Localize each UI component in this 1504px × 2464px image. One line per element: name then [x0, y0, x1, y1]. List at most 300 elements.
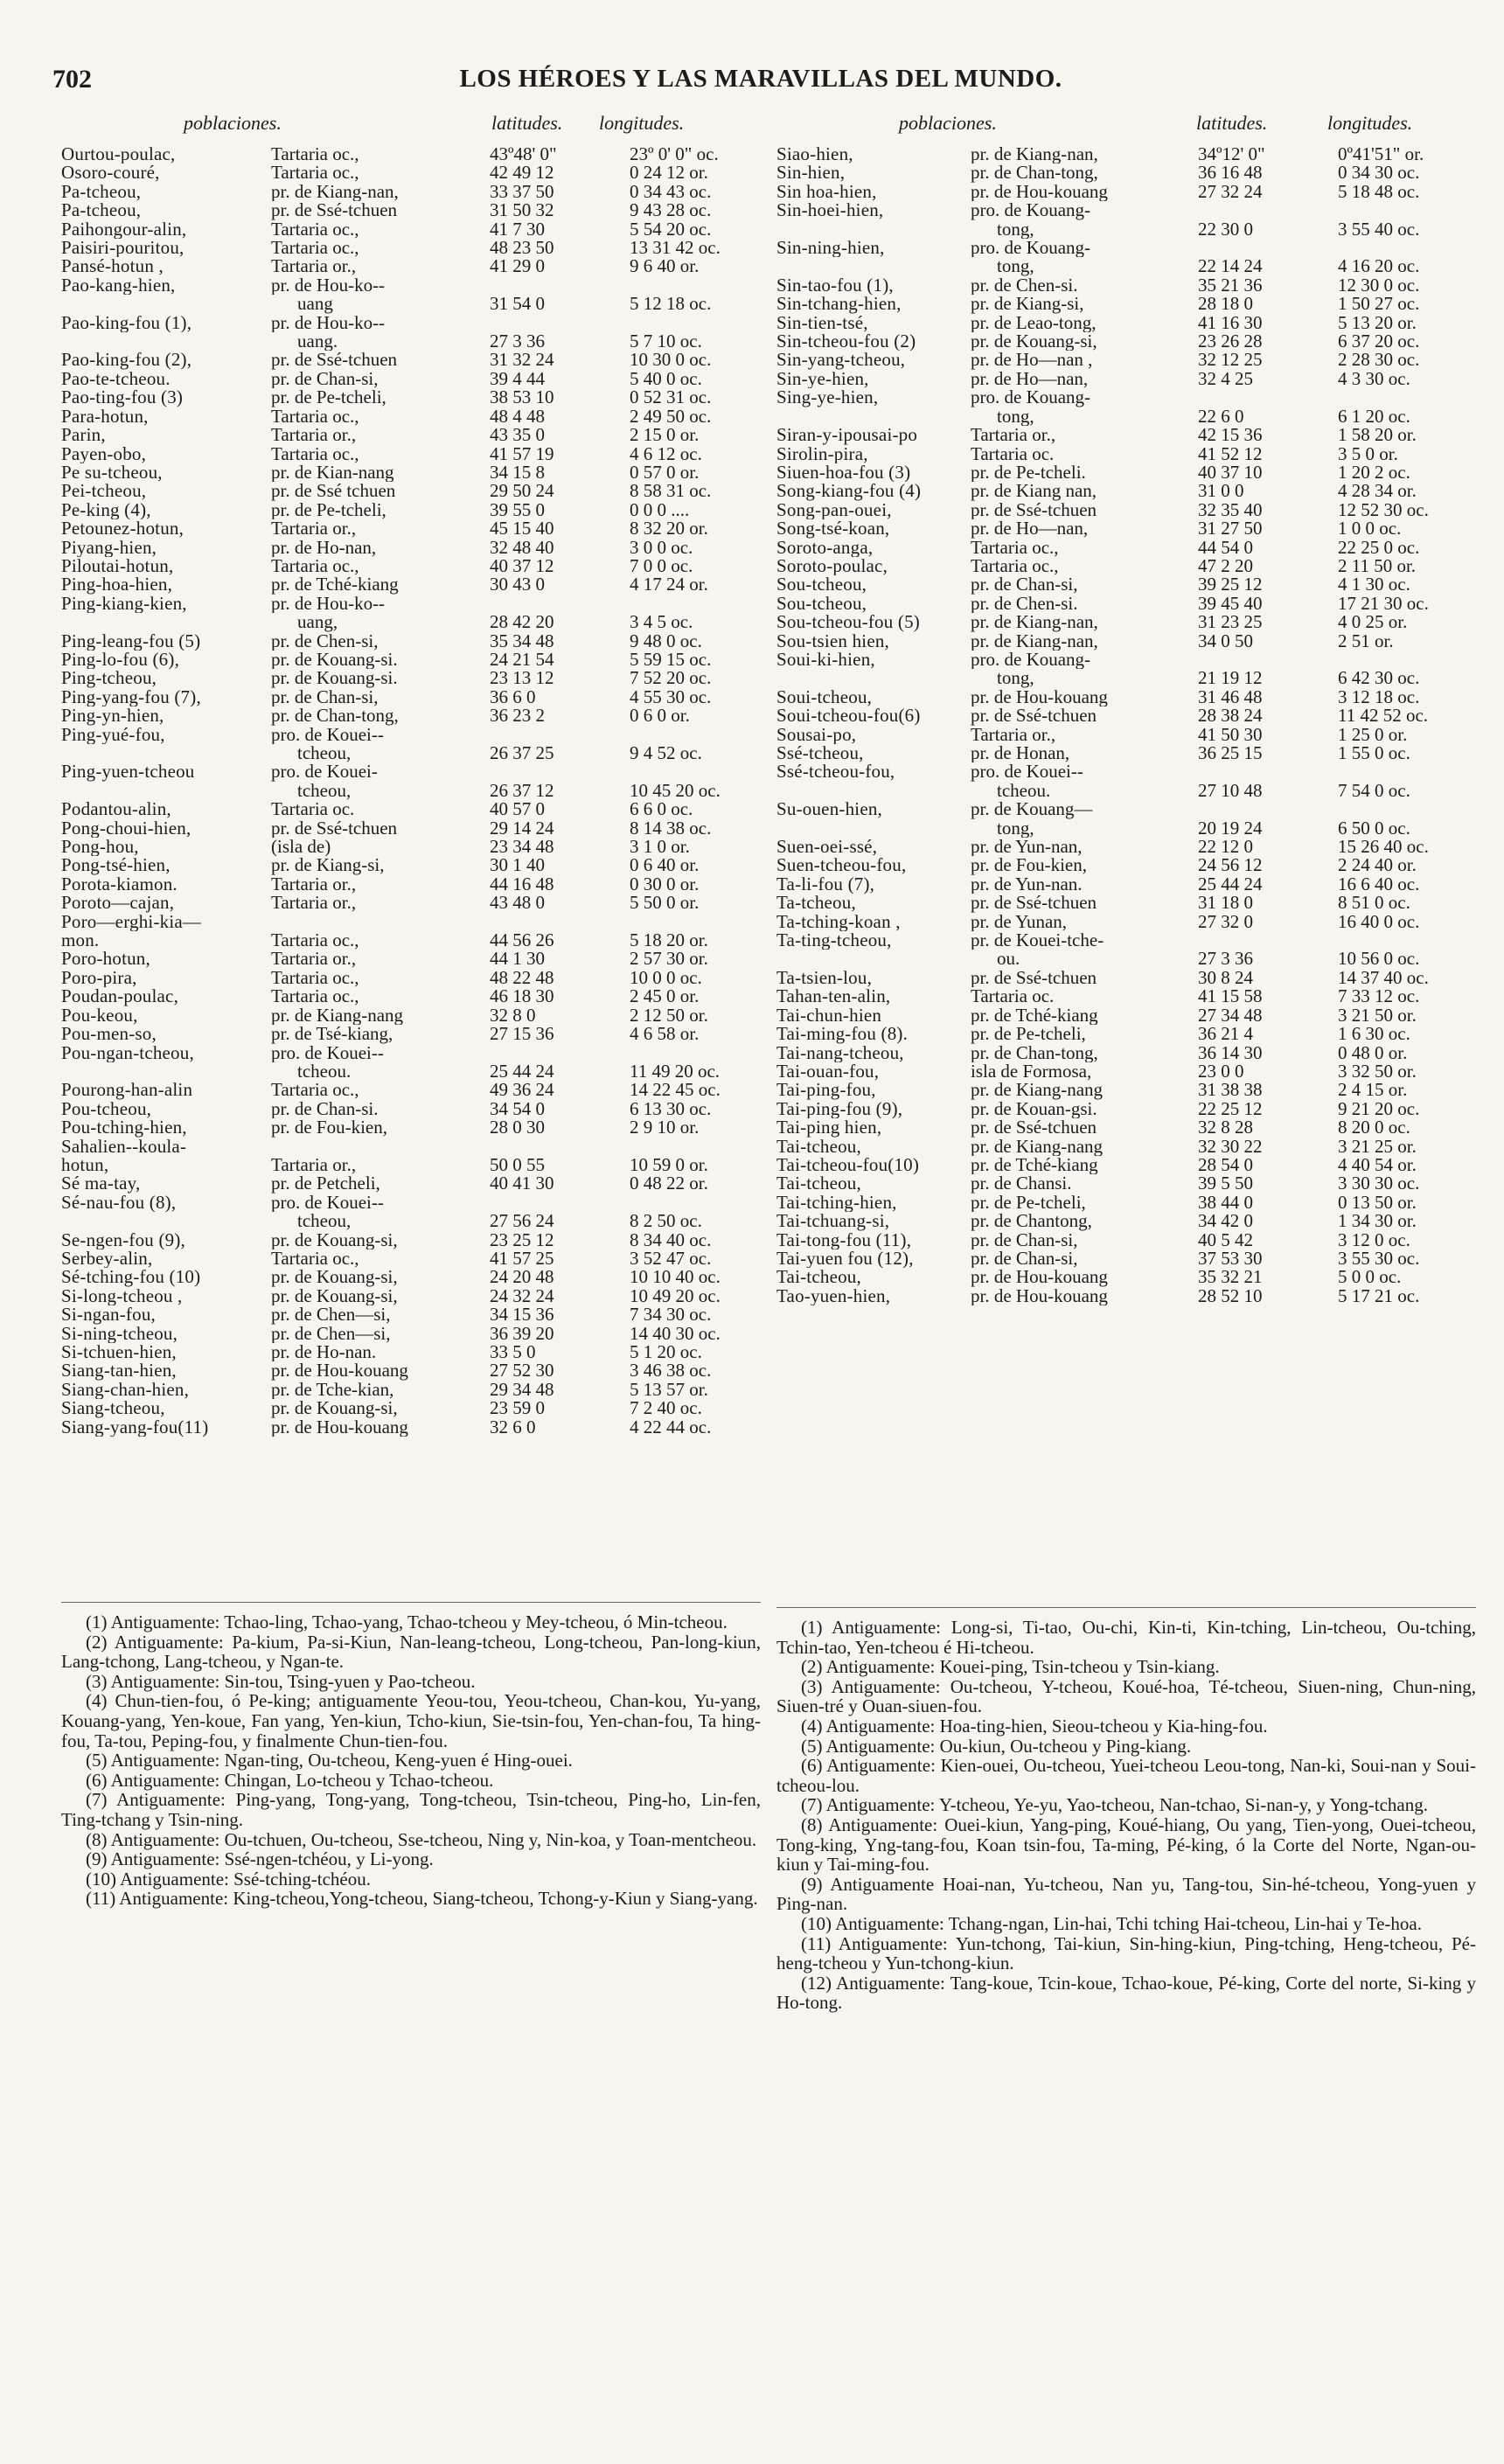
latitude: 23 59 0	[490, 1399, 545, 1418]
table-row	[61, 1361, 761, 1380]
longitude	[1338, 388, 1460, 407]
province: pr. de Ssé-tchuen	[971, 968, 1097, 988]
longitude: 2 12 50 or.	[630, 1006, 708, 1026]
province: Tartaria oc.	[971, 987, 1055, 1006]
latitude	[1198, 800, 1338, 818]
longitude: 2 45 0 or.	[630, 987, 700, 1006]
place-name: Tai-tching-hien,	[776, 1193, 897, 1213]
table-row	[61, 651, 761, 669]
latitude: 24 21 54	[490, 650, 554, 670]
province: tcheou.	[297, 1061, 352, 1082]
place-name: Poro—erghi-kia—	[61, 912, 202, 932]
latitude: 50 0 55	[490, 1155, 545, 1175]
latitude: 37 53 30	[1198, 1249, 1263, 1269]
province: pr. de Chan-si,	[271, 369, 379, 389]
latitude: 40 37 10	[1198, 463, 1263, 483]
province: pr. de Chan-si.	[271, 1099, 379, 1119]
latitude: 24 32 24	[490, 1286, 554, 1306]
table-row	[776, 762, 1476, 781]
table-row	[776, 1212, 1476, 1230]
place-name: Su-ouen-hien,	[776, 800, 882, 819]
place-name: Tai-tcheou-fou(10)	[776, 1155, 920, 1175]
longitude: 10 0 0 oc.	[630, 968, 702, 988]
latitude: 24 56 12	[1198, 856, 1263, 875]
longitude: 9 43 28 oc.	[630, 201, 712, 220]
province: pr. de Chan-tong,	[971, 1043, 1098, 1062]
table-row	[776, 1006, 1476, 1025]
place-name: Ping-lo-fou (6),	[61, 650, 180, 670]
province: pr. de Yun-nan.	[971, 874, 1083, 894]
table-row	[776, 1025, 1476, 1043]
province: pr. de Kouang-si.	[271, 669, 398, 688]
latitude	[490, 1138, 630, 1156]
longitude: 6 37 20 oc.	[1338, 332, 1420, 352]
table-row	[61, 1118, 761, 1137]
right-column	[776, 112, 1476, 1305]
longitude: 8 14 38 oc.	[630, 818, 712, 839]
place-name: Soroto-anga,	[776, 538, 874, 557]
footnote: (8) Antiguamente: Ou-tchuen, Ou-tcheou, Sse-tcheou, Ning y, Nin-koa, y Toan-mentcheou.	[86, 1828, 757, 1850]
table-row	[776, 314, 1476, 332]
longitude: 9 21 20 oc.	[1338, 1099, 1420, 1119]
longitude: 0 30 0 or.	[630, 874, 700, 894]
latitude	[1198, 239, 1338, 257]
province: Tartaria oc.,	[271, 444, 359, 463]
longitude: 0 0 0 ....	[630, 500, 690, 520]
province: pr. de Kouang-si,	[271, 1230, 398, 1249]
latitude: 27 56 24	[490, 1212, 554, 1231]
longitude: 3 52 47 oc.	[630, 1249, 712, 1269]
table-row	[776, 669, 1476, 687]
province: pr. de Tche-kian,	[271, 1380, 394, 1400]
latitude: 48 23 50	[490, 239, 554, 258]
longitude: 16 6 40 oc.	[1338, 874, 1420, 894]
table-row	[61, 1062, 761, 1081]
latitude: 39 25 12	[1198, 575, 1263, 595]
province: uang.	[297, 332, 338, 352]
table-row	[776, 1268, 1476, 1286]
place-name	[776, 782, 971, 800]
longitude: 5 17 21 oc.	[1338, 1286, 1420, 1306]
place-name: Tai-tchuang-si,	[776, 1212, 890, 1231]
table-row	[61, 295, 761, 313]
longitude	[630, 726, 743, 744]
footnote: (1) Antiguamente: Long-si, Ti-tao, Ou-chi, Kin-ti, Kin-tching, Lin-tcheou, Ou-tching, Tchin-tao, Yen-tcheou é Hi-tcheou.	[776, 1617, 1476, 1658]
place-name: Ping-yang-fou (7),	[61, 687, 201, 707]
place-name: Pao-kang-hien,	[61, 275, 176, 296]
latitude: 40 57 0	[490, 800, 545, 819]
province: Tartaria or.,	[271, 1155, 357, 1175]
table-row	[61, 388, 761, 407]
latitude: 31 46 48	[1198, 687, 1263, 707]
table-row	[776, 1194, 1476, 1212]
province: pr. de Ssé-tchuen	[971, 894, 1097, 913]
table-row	[776, 1118, 1476, 1137]
longitude: 0 34 43 oc.	[630, 182, 712, 202]
longitude: 3 46 38 oc.	[630, 1361, 712, 1381]
right-column-headers	[776, 112, 1476, 142]
place-name: Siao-hien,	[776, 145, 853, 164]
table-row	[61, 987, 761, 1006]
place-name: Si-ning-tcheou,	[61, 1324, 178, 1343]
province: pro. de Kouang-	[971, 388, 1091, 407]
longitude: 5 54 20 oc.	[630, 219, 712, 240]
latitude: 30 43 0	[490, 575, 545, 595]
province: pr. de Ssé-tchuen	[971, 500, 1097, 520]
latitude	[490, 762, 630, 781]
longitude: 16 40 0 oc.	[1338, 912, 1420, 932]
latitude: 40 41 30	[490, 1174, 554, 1194]
province: pr. de Kouang-si.	[271, 650, 398, 670]
province: pr. de Chen-si,	[271, 631, 379, 651]
longitude: 4 3 30 oc.	[1338, 369, 1410, 389]
province: pr. de Kouang-si,	[271, 1399, 398, 1418]
longitude: 3 12 0 oc.	[1338, 1230, 1410, 1249]
longitude: 6 42 30 oc.	[1338, 669, 1420, 688]
latitude	[1198, 762, 1338, 781]
table-row	[61, 482, 761, 500]
place-name: Siuen-hoa-fou (3)	[776, 463, 911, 483]
place-name: Sirolin-pira,	[776, 444, 868, 463]
place-name: Sin-tien-tsé,	[776, 313, 868, 333]
province: pr. de Kiang-nang	[971, 1137, 1104, 1156]
province: pr. de Ssé-tchuen	[271, 818, 398, 839]
table-row	[776, 987, 1476, 1006]
province: pr. de Chantong,	[971, 1212, 1092, 1231]
province: pr. de Chan-si,	[971, 1249, 1078, 1269]
footnote: (8) Antiguamente: Ouei-kiun, Yang-ping, Koué-hiang, Ou yang, Tien-yong, Ouei-tcheou, Tong-king, Yng-tang-fou, Koan tsin-fou, Ta-ming, Pé-king, ó la Corte del Norte, Ngan-ou-kiun y Tai-ming-fou.	[776, 1813, 1476, 1876]
province: pr. de Ssé-tchuen	[971, 706, 1097, 726]
table-row	[776, 1138, 1476, 1156]
table-row	[776, 145, 1476, 164]
table-row	[61, 875, 761, 894]
latitude: 35 34 48	[490, 631, 554, 651]
province: pr. de Hou-ko--	[271, 594, 386, 614]
province: Tartaria oc.,	[271, 407, 359, 427]
footnote: (10) Antiguamente: Tchang-ngan, Lin-hai, Tchi tching Hai-tcheou, Lin-hai y Te-hoa.	[801, 1912, 1422, 1934]
latitude: 24 20 48	[490, 1268, 554, 1287]
table-row	[61, 314, 761, 332]
latitude: 32 12 25	[1198, 351, 1263, 370]
place-name: Tai-tong-fou (11),	[776, 1230, 912, 1249]
province: pr. de Ho—nan,	[971, 519, 1089, 539]
longitude: 7 52 20 oc.	[630, 669, 712, 688]
table-row	[776, 913, 1476, 931]
longitude: 3 5 0 or.	[1338, 444, 1398, 463]
province: pr. de Kiang-nan,	[971, 145, 1098, 164]
latitude: 32 8 28	[1198, 1118, 1253, 1138]
longitude: 4 16 20 oc.	[1338, 257, 1420, 276]
place-name: Soui-ki-hien,	[776, 650, 875, 670]
province: pro. de Kouei--	[971, 762, 1083, 782]
province: pr. de Leao-tong,	[971, 313, 1097, 333]
place-name: Sin-tcheou-fou (2)	[776, 332, 916, 352]
longitude: 5 13 57 or.	[630, 1380, 708, 1400]
latitude: 45 15 40	[490, 519, 554, 539]
footnote: (3) Antiguamente: Ou-tcheou, Y-tcheou, Koué-hoa, Té-tcheou, Siuen-ning, Chun-ning, Siuen-tré y Ouan-siuen-fou.	[776, 1675, 1476, 1717]
longitude: 9 6 40 or.	[630, 257, 700, 276]
place-name: Tao-yuen-hien,	[776, 1286, 891, 1306]
latitude	[1198, 651, 1338, 669]
table-row	[61, 838, 761, 856]
province: uang,	[297, 613, 338, 632]
latitude: 23 13 12	[490, 669, 554, 688]
province: pr. de Hou-kouang	[971, 687, 1108, 707]
province: pr. de Tché-kiang	[271, 575, 399, 595]
table-row	[776, 557, 1476, 575]
place-name: Pourong-han-alin	[61, 1081, 193, 1100]
place-name: Siang-tan-hien,	[61, 1361, 177, 1381]
footnote: (4) Chun-tien-fou, ó Pe-king; antiguamente Yeou-tou, Yeou-tcheou, Chan-kou, Yu-yang, Kouang-yang, Yen-koue, Fan yang, Yen-kiun, Tcho-kiun, Sie-tsin-fou, Yen-chan-fou, Ta hing-fou, Ta-tou, Peping-fou, y finalmente Chun-tien-fou.	[61, 1690, 761, 1751]
province: pr. de Ho-nan,	[271, 538, 377, 557]
longitude	[630, 595, 743, 613]
longitude: 3 12 18 oc.	[1338, 687, 1420, 707]
latitude: 31 23 25	[1198, 613, 1263, 632]
latitude: 49 36 24	[490, 1081, 554, 1100]
longitude: 0 13 50 or.	[1338, 1193, 1417, 1213]
province: Tartaria oc.,	[971, 538, 1059, 557]
table-row	[776, 706, 1476, 725]
longitude: 11 49 20 oc.	[630, 1061, 721, 1082]
table-row	[776, 370, 1476, 388]
place-name	[776, 257, 971, 275]
longitude: 5 1 20 oc.	[630, 1343, 702, 1362]
latitude: 26 37 25	[490, 744, 554, 763]
place-name: Sing-ye-hien,	[776, 388, 879, 407]
table-row	[61, 426, 761, 444]
longitude: 0º41'51" or.	[1338, 145, 1424, 164]
province: isla de Formosa,	[971, 1061, 1092, 1082]
place-name: Serbey-alin,	[61, 1249, 153, 1269]
table-row	[61, 183, 761, 201]
latitude: 32 8 0	[490, 1006, 536, 1026]
latitude: 20 19 24	[1198, 818, 1263, 839]
place-name: Ssé-tcheou,	[776, 744, 864, 763]
longitude: 2 4 15 or.	[1338, 1081, 1408, 1100]
header-latitudes: latitudes.	[1196, 112, 1268, 134]
province: pr. de Hou-kouang	[971, 1268, 1108, 1287]
latitude	[490, 1194, 630, 1212]
latitude: 22 25 12	[1198, 1099, 1263, 1119]
longitude: 5 18 20 or.	[630, 931, 708, 950]
longitude: 7 33 12 oc.	[1338, 987, 1420, 1006]
table-row	[61, 1212, 761, 1230]
province: pro. de Kouei--	[271, 1043, 384, 1062]
longitude: 3 30 30 oc.	[1338, 1174, 1420, 1194]
place-name: Ping-tcheou,	[61, 669, 157, 688]
longitude: 1 0 0 oc.	[1338, 519, 1402, 539]
table-row	[61, 744, 761, 762]
header-latitudes: latitudes.	[491, 112, 563, 134]
longitude: 7 0 0 oc.	[630, 556, 693, 576]
province: Tartaria or.,	[971, 725, 1056, 744]
table-row	[776, 519, 1476, 538]
latitude: 31 18 0	[1198, 894, 1253, 913]
longitude: 6 50 0 oc.	[1338, 818, 1410, 839]
table-row	[61, 819, 761, 838]
place-name: Pong-tsé-hien,	[61, 856, 171, 875]
latitude: 27 3 36	[490, 332, 545, 352]
province: pr. de Chansi.	[971, 1174, 1072, 1194]
latitude: 31 50 32	[490, 201, 554, 220]
province: Tartaria oc.,	[271, 145, 359, 164]
latitude: 28 0 30	[490, 1118, 545, 1138]
table-row	[776, 1287, 1476, 1305]
table-row	[61, 1174, 761, 1193]
place-name: Poro-pira,	[61, 968, 137, 988]
place-name: mon.	[61, 931, 100, 950]
longitude: 4 22 44 oc.	[630, 1417, 712, 1437]
table-row	[61, 856, 761, 874]
province: pr. de Kouang-si,	[271, 1286, 398, 1306]
province: pr. de Kouang—	[971, 800, 1093, 819]
table-row	[61, 1343, 761, 1361]
longitude: 11 42 52 oc.	[1338, 706, 1429, 726]
longitude: 14 37 40 oc.	[1338, 968, 1429, 988]
latitude: 33 37 50	[490, 182, 554, 202]
table-row	[776, 295, 1476, 313]
longitude: 9 48 0 oc.	[630, 631, 702, 651]
latitude: 27 3 36	[1198, 950, 1253, 969]
place-name: Tai-yuen fou (12),	[776, 1249, 914, 1269]
province: pr. de Ssé-tchuen	[271, 351, 398, 370]
latitude: 23 26 28	[1198, 332, 1263, 352]
latitude: 40 37 12	[490, 556, 554, 576]
table-row	[61, 1044, 761, 1062]
province	[271, 913, 490, 931]
place-name: Ta-li-fou (7),	[776, 874, 875, 894]
province: tong,	[997, 818, 1034, 839]
longitude: 2 9 10 or.	[630, 1118, 700, 1138]
longitude	[1338, 931, 1460, 950]
province: pr. de Pe-tcheli,	[271, 388, 386, 407]
longitude: 4 0 25 or.	[1338, 613, 1408, 632]
latitude: 31 27 50	[1198, 519, 1263, 539]
longitude: 3 55 30 oc.	[1338, 1249, 1420, 1269]
place-name: Sé ma-tay,	[61, 1174, 141, 1194]
latitude: 29 50 24	[490, 482, 554, 501]
longitude: 6 13 30 oc.	[630, 1099, 712, 1119]
latitude: 41 57 19	[490, 444, 554, 463]
province: pr. de Kouang-si,	[971, 332, 1097, 352]
place-name: Pong-hou,	[61, 838, 139, 857]
place-name: Sousai-po,	[776, 725, 857, 744]
table-row	[776, 201, 1476, 219]
longitude: 4 55 30 oc.	[630, 687, 712, 707]
latitude: 25 44 24	[490, 1061, 554, 1082]
table-row	[776, 726, 1476, 744]
table-row	[61, 239, 761, 257]
table-row	[776, 407, 1476, 426]
latitude: 36 25 15	[1198, 744, 1263, 763]
province: pro. de Kouang-	[971, 201, 1091, 220]
province: pr. de Ho-nan.	[271, 1343, 377, 1362]
place-name	[61, 1062, 271, 1081]
place-name: Pe-king (4),	[61, 500, 151, 520]
longitude	[1338, 651, 1460, 669]
place-name: Pansé-hotun ,	[61, 257, 164, 276]
longitude: 10 56 0 oc.	[1338, 950, 1420, 969]
province: Tartaria oc.,	[271, 219, 359, 240]
province: Tartaria or.,	[271, 257, 357, 276]
left-notes-rule	[61, 1602, 761, 1603]
province: tcheou,	[297, 1212, 352, 1231]
province: Tartaria oc.	[271, 800, 355, 819]
right-table	[776, 145, 1476, 1305]
table-row	[61, 1268, 761, 1286]
longitude: 4 17 24 or.	[630, 575, 708, 595]
province: tong,	[997, 669, 1034, 688]
latitude	[490, 276, 630, 295]
longitude	[630, 314, 743, 332]
place-name: Song-pan-ouei,	[776, 500, 892, 520]
place-name: Paisiri-pouritou,	[61, 239, 185, 258]
longitude: 2 57 30 or.	[630, 950, 708, 969]
latitude: 34 0 50	[1198, 631, 1253, 651]
table-row	[61, 706, 761, 725]
province: Tartaria oc.,	[271, 987, 359, 1006]
latitude: 43 48 0	[490, 894, 545, 913]
longitude: 8 34 40 oc.	[630, 1230, 712, 1249]
table-row	[776, 613, 1476, 631]
province: pro. de Kouei--	[271, 1193, 384, 1213]
province: pr. de Ssé-tchuen	[971, 1118, 1097, 1138]
header-places: poblaciones.	[184, 112, 282, 134]
table-row	[61, 669, 761, 687]
latitude: 26 37 12	[490, 781, 554, 801]
place-name: Song-kiang-fou (4)	[776, 482, 922, 501]
longitude: 3 32 50 or.	[1338, 1061, 1417, 1082]
table-row	[776, 164, 1476, 182]
table-row	[776, 239, 1476, 257]
longitude: 2 49 50 oc.	[630, 407, 712, 427]
province: pr. de Chen—si,	[271, 1324, 391, 1343]
place-name: Ping-kiang-kien,	[61, 594, 187, 614]
longitude: 3 55 40 oc.	[1338, 219, 1420, 240]
latitude: 22 30 0	[1198, 219, 1253, 240]
latitude: 23 0 0	[1198, 1061, 1244, 1082]
place-name	[776, 407, 971, 426]
table-row	[776, 819, 1476, 838]
table-row	[61, 969, 761, 987]
longitude: 0 52 31 oc.	[630, 388, 712, 407]
latitude: 30 8 24	[1198, 968, 1253, 988]
longitude	[1338, 800, 1460, 818]
longitude: 6 1 20 oc.	[1338, 407, 1410, 427]
footnote: (7) Antiguamente: Y-tcheou, Ye-yu, Yao-tcheou, Nan-tchao, Si-nan-y, y Yong-tchang.	[801, 1794, 1428, 1816]
table-row	[61, 407, 761, 426]
province: pr. de Tché-kiang	[971, 1006, 1098, 1026]
table-row	[776, 875, 1476, 894]
latitude: 31 38 38	[1198, 1081, 1263, 1100]
place-name: Ssé-tcheou-fou,	[776, 762, 895, 782]
province: pr. de Ho—nan ,	[971, 351, 1093, 370]
latitude: 36 21 4	[1198, 1025, 1253, 1044]
table-row	[776, 276, 1476, 295]
place-name: Poroto—cajan,	[61, 894, 175, 913]
latitude: 27 15 36	[490, 1025, 554, 1044]
province: pr. de Hou-ko--	[271, 313, 386, 333]
table-row	[61, 575, 761, 594]
latitude: 41 50 30	[1198, 725, 1263, 744]
table-row	[776, 463, 1476, 482]
table-row	[61, 351, 761, 369]
latitude: 22 12 0	[1198, 838, 1253, 857]
longitude	[1338, 239, 1460, 257]
latitude: 28 52 10	[1198, 1286, 1263, 1306]
place-name: Sin-hien,	[776, 164, 846, 183]
longitude: 8 32 20 or.	[630, 519, 708, 539]
